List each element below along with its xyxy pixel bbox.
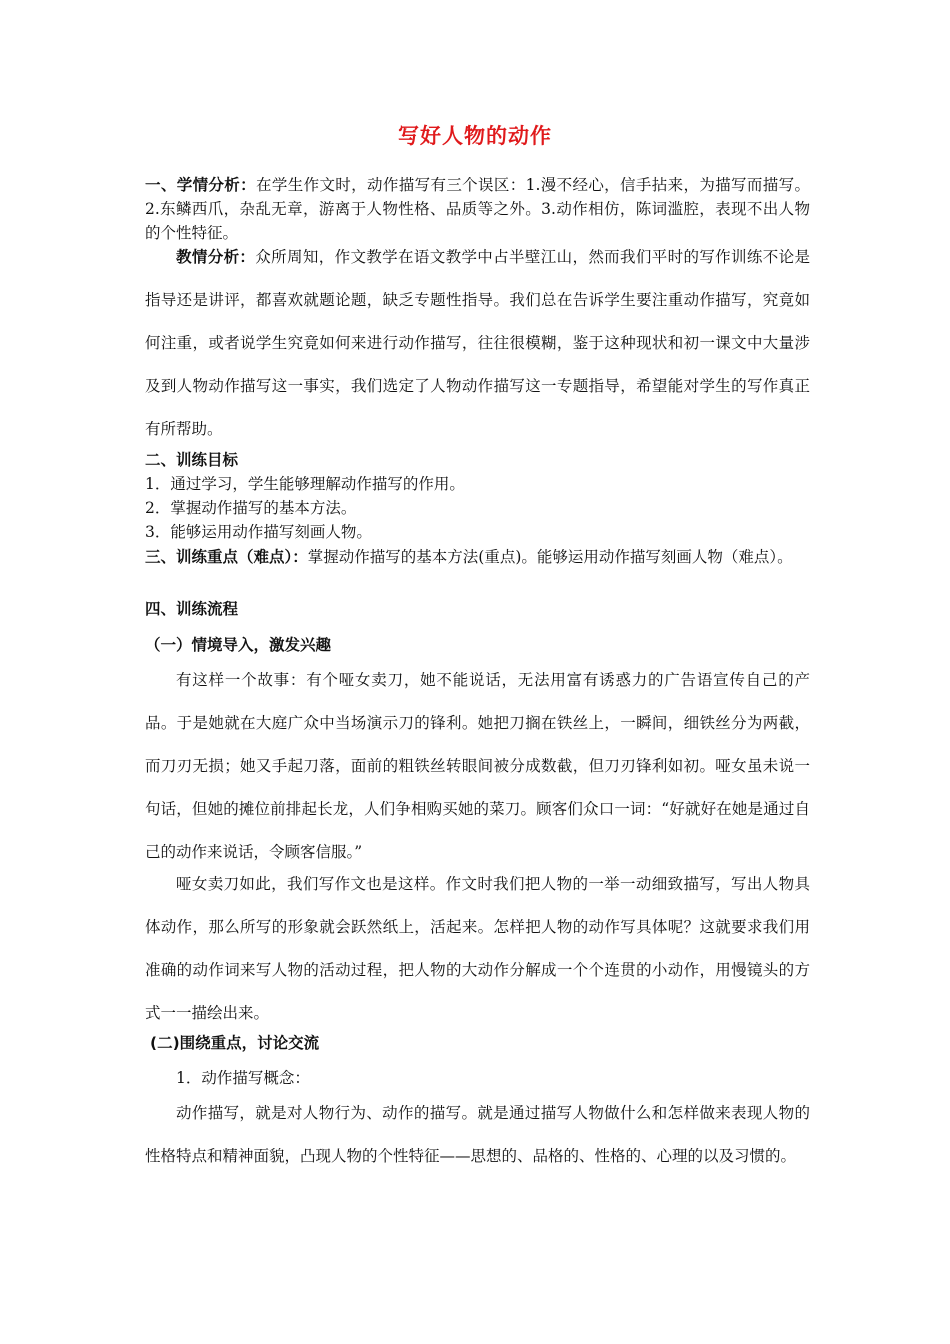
page-title: 写好人物的动作 bbox=[398, 124, 552, 148]
student-analysis-heading: 一、学情分析： bbox=[145, 176, 257, 194]
student-analysis-text: 在学生作文时，动作描写有三个误区：1.漫不经心，信手拈来，为描写而描写。2.东鳞西爪，杂乱无章，游离于人物性格、品质等之外。3.动作相仿，陈词滥腔，表现不出人物的个性特征。 bbox=[145, 176, 810, 242]
training-goal-item: 2．掌握动作描写的基本方法。 bbox=[145, 499, 357, 517]
training-focus-heading: 三、训练重点（难点）： bbox=[145, 548, 308, 566]
student-analysis-paragraph bbox=[145, 173, 810, 245]
analysis-paragraph: 哑女卖刀如此，我们写作文也是这样。作文时我们把人物的一举一动细致描写，写出人物具体动作，那么所写的形象就会跃然纸上，活起来。怎样把人物的动作写具体呢？这就要求我们用准确的动作词来写人物的活动过程，把人物的大动作分解成一个个连贯的小动作，用慢镜头的方式一一描绘出来。 bbox=[145, 875, 810, 1022]
training-focus-paragraph bbox=[145, 545, 810, 569]
section-training-goals bbox=[145, 448, 810, 544]
training-goals-heading: 二、训练目标 bbox=[145, 451, 239, 469]
training-goal-item: 1．通过学习，学生能够理解动作描写的作用。 bbox=[145, 475, 465, 493]
subsection-heading-1: （一）情境导入，激发兴趣 bbox=[145, 636, 332, 654]
concept-point-heading: 1．动作描写概念： bbox=[176, 1069, 310, 1087]
training-process-heading: 四、训练流程 bbox=[145, 600, 239, 618]
teaching-analysis-paragraph bbox=[145, 236, 810, 451]
training-goal-item: 3．能够运用动作描写刻画人物。 bbox=[145, 523, 372, 541]
story-paragraph: 有这样一个故事：有个哑女卖刀，她不能说话，无法用富有诱惑力的广告语宣传自己的产品。于是她就在大庭广众中当场演示刀的锋利。她把刀搁在铁丝上，一瞬间，细铁丝分为两截，而刀刃无损；她又手起刀落，面前的粗铁丝转眼间被分成数截，但刀刃锋利如初。哑女虽未说一句话，但她的摊位前排起长龙，人们争相购买她的菜刀。顾客们众口一词：“好就好在她是通过自己的动作来说话，令顾客信服。” bbox=[145, 671, 810, 861]
training-focus-text: 掌握动作描写的基本方法(重点)。能够运用动作描写刻画人物（难点）。 bbox=[307, 548, 793, 566]
teaching-analysis-heading: 教情分析： bbox=[176, 248, 256, 266]
subsection-heading-2: (二)围绕重点，讨论交流 bbox=[150, 1034, 320, 1052]
concept-paragraph: 动作描写，就是对人物行为、动作的描写。就是通过描写人物做什么和怎样做来表现人物的性格特点和精神面貌，凸现人物的个性特征——思想的、品格的、性格的、心理的以及习惯的。 bbox=[145, 1104, 810, 1165]
teaching-analysis-text: 众所周知，作文教学在语文教学中占半壁江山，然而我们平时的写作训练不论是指导还是讲评，都喜欢就题论题，缺乏专题性指导。我们总在告诉学生要注重动作描写，究竟如何注重，或者说学生究竟如何来进行动作描写，往往很模糊，鉴于这种现状和初一课文中大量涉及到人物动作描写这一事实，我们选定了人物动作描写这一专题指导，希望能对学生的写作真正有所帮助。 bbox=[145, 248, 810, 438]
